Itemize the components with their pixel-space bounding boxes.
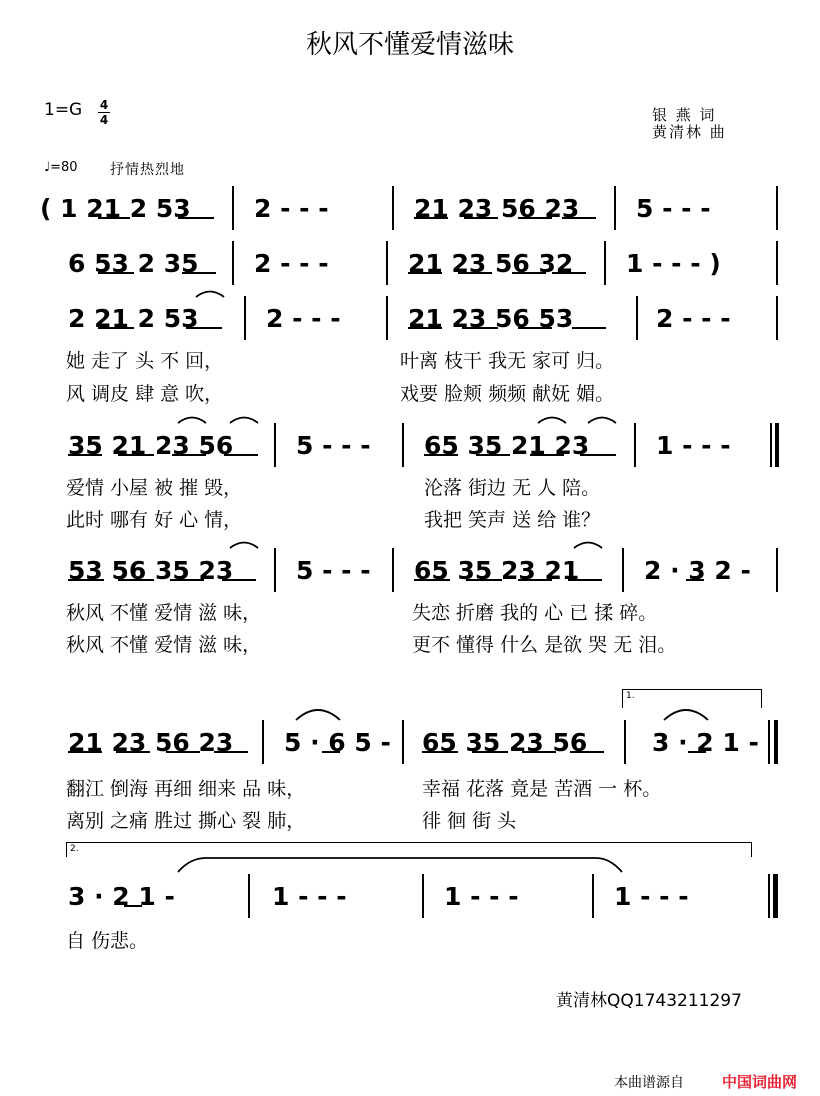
measure: 2 - - -	[266, 304, 341, 333]
lyric-line: 幸福 花落 竟是 苦酒 一 杯。	[422, 778, 662, 800]
tempo-mark: ♩=80	[44, 160, 78, 175]
measure: 2 - - -	[254, 249, 329, 278]
measure: 5 · 6 5 -	[284, 728, 391, 757]
lyric-line: 离别 之痛 胜过 撕心 裂 肺，	[66, 810, 306, 832]
measure: 3 · 2 1 -	[68, 882, 175, 911]
volta-1-label: 1.	[626, 691, 635, 701]
lyric-line: 风 调皮 肆 意 吹，	[66, 383, 224, 405]
arranger-qq: 黄清林QQ1743211297	[556, 991, 742, 1011]
lyric-line: 沦落 街边 无 人 陪。	[424, 477, 601, 499]
measure: 1 - - -	[444, 882, 519, 911]
time-sig-bottom: 4	[99, 113, 109, 127]
measure: 3 · 2 1 -	[652, 728, 759, 757]
measure: 1 - - -	[272, 882, 347, 911]
measure: 21 23 56 53	[408, 304, 574, 333]
measure: 1 - - - )	[626, 249, 721, 278]
measure: 65 35 23 21	[414, 556, 580, 585]
composer-credit: 黄清林 曲	[652, 123, 727, 141]
measure: 53 56 35 23	[68, 556, 234, 585]
lyric-line: 秋风 不懂 爱情 滋 味，	[66, 634, 262, 656]
measure: 5 - - -	[296, 556, 371, 585]
measure: 2 · 3 2 -	[644, 556, 751, 585]
beam-lines	[68, 218, 706, 906]
measure: 21 23 56 32	[408, 249, 574, 278]
key-signature: 1=G	[44, 100, 83, 120]
measure: 1 - - -	[614, 882, 689, 911]
lyric-line: 失恋 折磨 我的 心 已 揉 碎。	[412, 602, 658, 624]
measure: 5 - - -	[296, 431, 371, 460]
slur-marks	[178, 292, 708, 873]
lyric-line: 戏要 脸颊 频频 献妩 媚。	[400, 383, 615, 405]
measure: 21 23 56 23	[414, 194, 580, 223]
lyric-line: 翻江 倒海 再细 细来 品 味，	[66, 778, 306, 800]
measure: 65 35 23 56	[422, 728, 588, 757]
measure: 1 - - -	[656, 431, 731, 460]
source-label: 本曲谱源自	[614, 1075, 684, 1091]
site-link[interactable]: 中国词曲网	[722, 1073, 798, 1091]
measure: 6 53 2 35	[68, 249, 199, 278]
lyric-line: 自 伤悲。	[66, 930, 149, 952]
measure: ( 1 21 2 53	[40, 194, 191, 223]
lyric-line: 她 走了 头 不 回，	[66, 350, 224, 372]
time-sig-top: 4	[99, 98, 109, 112]
expression-mark: 抒情热烈地	[110, 162, 185, 178]
lyric-line: 徘 徊 街 头	[422, 810, 517, 832]
measure: 65 35 21 23	[424, 431, 590, 460]
lyric-line: 我把 笑声 送 给 谁？	[424, 509, 601, 531]
measure: 5 - - -	[636, 194, 711, 223]
lyric-line: 爱情 小屋 被 摧 毁，	[66, 477, 243, 499]
lyricist-credit: 银 燕 词	[652, 106, 717, 124]
measure: 35 21 23 56	[68, 431, 234, 460]
measure: 21 23 56 23	[68, 728, 234, 757]
page-title: 秋风不懂爱情滋味	[305, 30, 514, 60]
volta-2-label: 2.	[70, 844, 79, 854]
lyric-line: 此时 哪有 好 心 情，	[66, 509, 243, 531]
measure: 2 21 2 53	[68, 304, 199, 333]
lyric-line: 叶离 枝干 我无 家可 归。	[400, 350, 615, 372]
measure: 2 - - -	[656, 304, 731, 333]
lyric-line: 秋风 不懂 爱情 滋 味，	[66, 602, 262, 624]
measure: 2 - - -	[254, 194, 329, 223]
lyric-line: 更不 懂得 什么 是欲 哭 无 泪。	[412, 634, 677, 656]
